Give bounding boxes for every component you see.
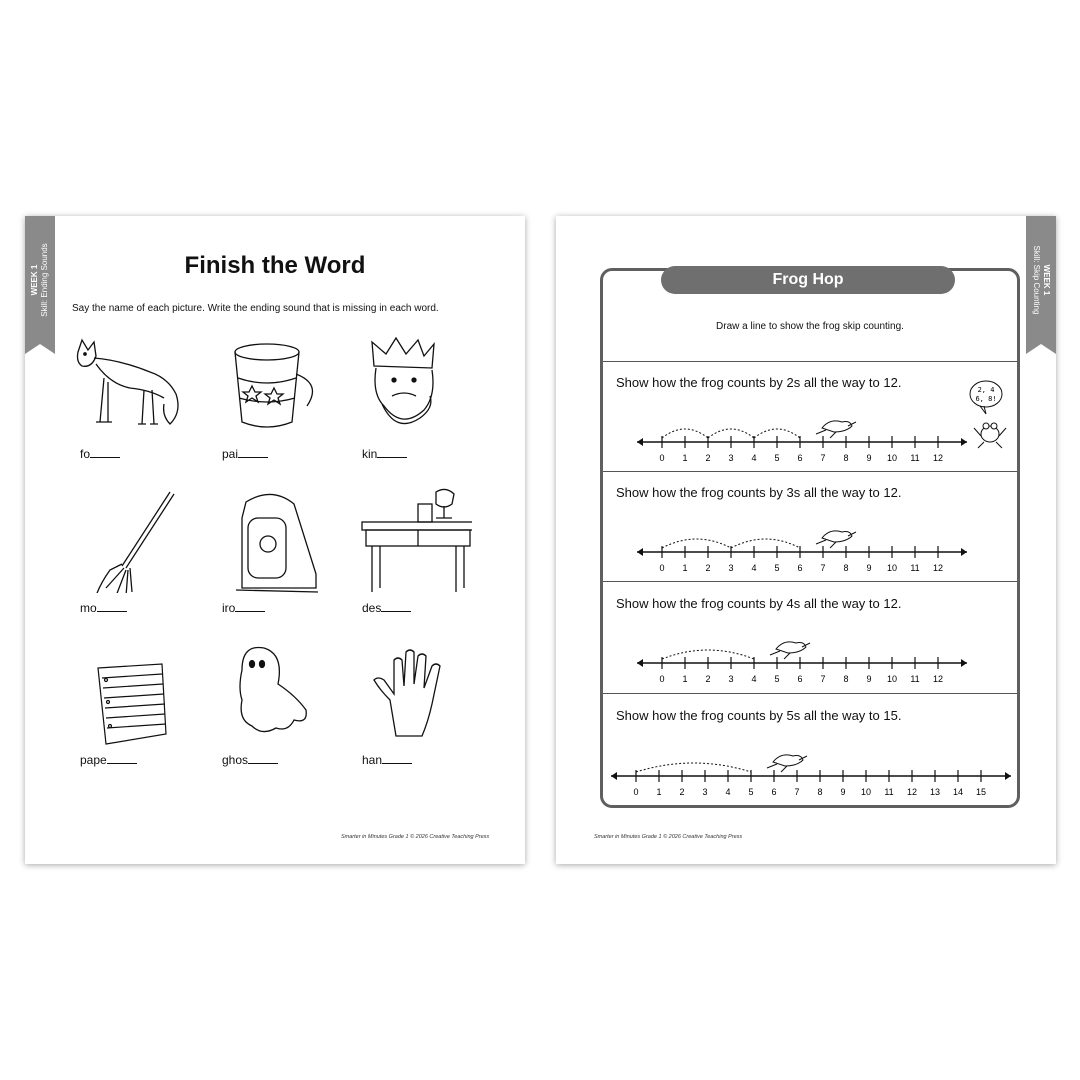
tick-label: 1 — [682, 674, 688, 684]
tick-label: 6 — [797, 674, 803, 684]
frog-icon — [966, 376, 1014, 450]
word-blank[interactable] — [362, 446, 407, 461]
page-title: Finish the Word — [184, 252, 366, 279]
word-start: kin — [362, 447, 378, 461]
word-start: mo — [80, 601, 97, 615]
word-start: ghos — [222, 753, 249, 767]
arrow-right-icon — [1005, 772, 1011, 780]
tick-label: 3 — [728, 674, 734, 684]
frog-bubble-line-2: 6, 8! — [975, 395, 997, 403]
finish-the-word-page — [25, 216, 525, 864]
tick-label: 8 — [843, 674, 849, 684]
tick-label: 9 — [866, 674, 872, 684]
frog-hop-banner: Frog Hop — [661, 266, 955, 294]
word-blank[interactable] — [222, 752, 278, 767]
tick-label: 7 — [820, 674, 826, 684]
tick-label: 13 — [929, 787, 941, 797]
ghost-icon — [212, 640, 332, 745]
tick-label: 4 — [725, 787, 731, 797]
arrow-right-icon — [961, 659, 967, 667]
leaping-frog-icon — [770, 642, 810, 659]
word-start: fo — [80, 447, 91, 461]
tick-label: 7 — [820, 453, 826, 463]
problem-question: Show how the frog counts by 2s all the way to 12. — [616, 375, 902, 390]
tick-label: 4 — [751, 453, 757, 463]
tick-label: 10 — [886, 453, 898, 463]
tick-label: 9 — [866, 563, 872, 573]
tick-label: 8 — [843, 453, 849, 463]
tick-label: 1 — [656, 787, 662, 797]
picture-item — [212, 488, 332, 618]
word-blank[interactable] — [80, 446, 120, 461]
word-start: des — [362, 601, 382, 615]
tick-label: 2 — [679, 787, 685, 797]
tick-label: 11 — [884, 787, 894, 797]
frog-bubble-line-1: 2, 4 — [977, 386, 995, 394]
tick-label: 12 — [932, 563, 944, 573]
tick-label: 5 — [774, 674, 780, 684]
word-start: pai — [222, 447, 239, 461]
frog-hop-page — [556, 216, 1056, 864]
tick-label: 3 — [728, 453, 734, 463]
hop-arc — [731, 539, 800, 548]
tick-label: 12 — [932, 674, 944, 684]
arrow-left-icon — [637, 438, 643, 446]
word-start: han — [362, 753, 383, 767]
tick-label: 0 — [659, 453, 665, 463]
iron-icon — [212, 488, 332, 593]
divider — [603, 581, 1017, 582]
instructions: Draw a line to show the frog skip counting. — [716, 321, 904, 332]
pail-icon — [212, 334, 332, 439]
picture-item — [70, 334, 190, 464]
divider — [603, 693, 1017, 694]
picture-item — [70, 640, 190, 770]
mop-icon — [70, 488, 190, 593]
tick-label: 6 — [797, 453, 803, 463]
tick-label: 2 — [705, 453, 711, 463]
week-label: WEEK 1 — [1042, 264, 1051, 296]
week-ribbon — [1026, 216, 1056, 344]
paper-icon — [70, 640, 190, 745]
word-blank[interactable] — [80, 752, 137, 767]
arrow-left-icon — [611, 772, 617, 780]
tick-label: 10 — [860, 787, 872, 797]
number-line[interactable] — [601, 740, 1021, 800]
skill-label: Skill: Ending Sounds — [40, 243, 49, 317]
word-blank[interactable] — [222, 446, 268, 461]
arrow-left-icon — [637, 548, 643, 556]
picture-item — [352, 640, 472, 770]
tick-label: 1 — [682, 453, 688, 463]
word-start: pape — [80, 753, 107, 767]
divider — [603, 361, 1017, 362]
tick-label: 5 — [774, 563, 780, 573]
page-footer: Smarter in Minutes Grade 1 © 2026 Creative Teaching Press — [594, 834, 743, 840]
hop-arc — [662, 539, 731, 548]
skill-label: Skill: Skip Counting — [1032, 245, 1041, 315]
word-blank[interactable] — [362, 752, 412, 767]
tick-label: 4 — [751, 563, 757, 573]
tick-label: 8 — [843, 563, 849, 573]
leaping-frog-icon — [767, 755, 807, 772]
week-label: WEEK 1 — [30, 264, 39, 296]
arrow-left-icon — [637, 659, 643, 667]
king-icon — [352, 334, 472, 439]
instructions: Say the name of each picture. Write the ending sound that is missing in each word. — [72, 303, 439, 314]
tick-label: 1 — [682, 563, 688, 573]
tick-label: 12 — [932, 453, 944, 463]
problem-question: Show how the frog counts by 5s all the way to 15. — [616, 708, 902, 723]
arrow-right-icon — [961, 548, 967, 556]
fox-icon — [70, 334, 190, 439]
tick-label: 2 — [705, 674, 711, 684]
picture-item — [212, 640, 332, 770]
tick-label: 15 — [975, 787, 987, 797]
word-blank[interactable] — [222, 600, 265, 615]
word-blank[interactable] — [362, 600, 411, 615]
number-line[interactable] — [601, 406, 1021, 466]
tick-label: 0 — [633, 787, 639, 797]
divider — [603, 471, 1017, 472]
tick-label: 10 — [886, 674, 898, 684]
tick-label: 10 — [886, 563, 898, 573]
picture-item — [352, 488, 472, 618]
picture-item — [352, 334, 472, 464]
tick-label: 11 — [910, 563, 920, 573]
word-start: iro — [222, 601, 236, 615]
word-blank[interactable] — [80, 600, 127, 615]
tick-label: 2 — [705, 563, 711, 573]
tick-label: 6 — [797, 563, 803, 573]
tick-label: 9 — [840, 787, 846, 797]
tick-label: 5 — [748, 787, 754, 797]
hand-icon — [352, 640, 472, 745]
week-ribbon — [25, 216, 55, 344]
tick-label: 8 — [817, 787, 823, 797]
tick-label: 0 — [659, 563, 665, 573]
tick-label: 11 — [910, 674, 920, 684]
tick-label: 7 — [794, 787, 800, 797]
number-line[interactable] — [601, 627, 1021, 687]
tick-label: 6 — [771, 787, 777, 797]
tick-label: 7 — [820, 563, 826, 573]
tick-label: 14 — [952, 787, 964, 797]
number-line[interactable] — [601, 516, 1021, 576]
picture-item — [212, 334, 332, 464]
picture-item — [70, 488, 190, 618]
leaping-frog-icon — [816, 421, 856, 438]
tick-label: 3 — [702, 787, 708, 797]
tick-label: 11 — [910, 453, 920, 463]
tick-label: 9 — [866, 453, 872, 463]
tick-label: 4 — [751, 674, 757, 684]
tick-label: 3 — [728, 563, 734, 573]
problem-question: Show how the frog counts by 4s all the way to 12. — [616, 596, 902, 611]
tick-label: 0 — [659, 674, 665, 684]
page-footer: Smarter in Minutes Grade 1 © 2026 Creative Teaching Press — [341, 834, 490, 840]
desk-icon — [352, 488, 472, 593]
problem-question: Show how the frog counts by 3s all the way to 12. — [616, 485, 902, 500]
leaping-frog-icon — [816, 531, 856, 548]
hop-arc — [636, 763, 751, 772]
tick-label: 5 — [774, 453, 780, 463]
tick-label: 12 — [906, 787, 918, 797]
